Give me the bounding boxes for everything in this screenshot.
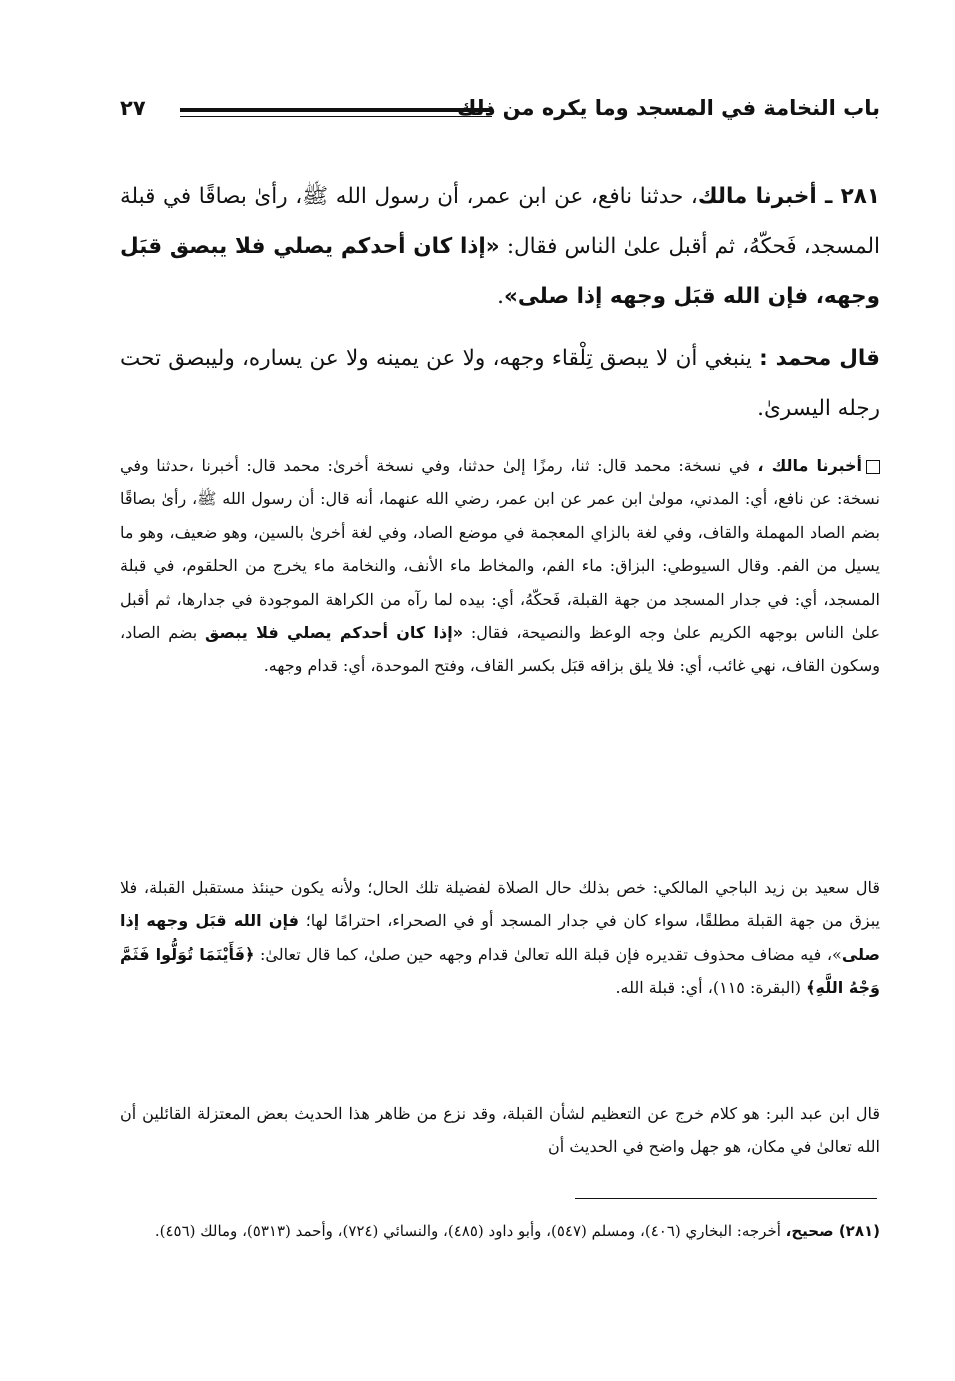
hadith-number: ٢٨١ ـ أخبرنا مالك	[697, 184, 880, 209]
square-marker-icon	[866, 460, 880, 474]
footnote	[120, 1218, 880, 1245]
muhammad-label: قال محمد :	[759, 346, 881, 371]
footnote-text: أخرجه: البخاري (٤٠٦)، ومسلم (٥٤٧)، وأبو داود (٤٨٥)، والنسائي (٧٢٤)، وأحمد (٥٣١٣)، ومالك (٤٥٦).	[154, 1222, 786, 1240]
hadith-quote: «إذا كان أحدكم يصلي فلا يبصق قبَل وجهه، فإن الله قبَل وجهه إذا صلى»	[120, 234, 880, 309]
quran-verse: ﴿فَأَيْنَمَا تُوَلُّوا فَثَمَّ وَجْهُ اللَّهِ﴾	[120, 944, 880, 998]
commentary-quote: «إذا كان أحدكم يصلي فلا يبصق	[205, 623, 464, 643]
footnote-label: (٢٨١) صحيح،	[785, 1222, 880, 1240]
header-rule	[180, 108, 492, 112]
page-number: ٢٧	[120, 96, 146, 120]
commentary-paragraph-1	[120, 449, 880, 683]
header-rule-thin	[180, 116, 492, 117]
commentary-quote-2: فإن الله قبَل وجهه إذا صلى	[120, 911, 881, 964]
hadith-text: ، حدثنا نافع، عن ابن عمر، أن رسول الله ﷺ، رأىٰ بصاقًا في قبلة المسجد، فَحكّهُ، ثم أقبل علىٰ الناس فقال:	[120, 184, 880, 259]
commentary-label: أخبرنا مالك ،	[757, 456, 862, 475]
commentary-text-3: قال ابن عبد البر: هو كلام خرج عن التعظيم لشأن القبلة، وقد نزع من ظاهر هذا الحديث بعض المعتزلة القائلين أن الله تعالىٰ في مكان، هو جهل واضح في الحديث أن	[120, 1104, 880, 1157]
footnote-rule	[575, 1198, 877, 1199]
hadith-paragraph	[120, 172, 880, 322]
commentary-text-2c: (البقرة: ١١٥)، أي: قبلة الله.	[615, 978, 807, 998]
commentary-paragraph-3	[120, 1097, 880, 1164]
commentary-paragraph-2	[120, 871, 880, 1005]
muhammad-paragraph	[120, 334, 880, 434]
page-header	[120, 92, 880, 132]
commentary-text-2: قال سعيد بن زيد الباجي المالكي: خص بذلك حال الصلاة لفضيلة تلك الحال؛ ولأنه يكون حينئذ مستقبل القبلة، فلا يبزق من جهة القبلة مطلقًا، سواء كان في جدار المسجد أو في الصحراء، احترامًا لها؛	[120, 878, 881, 931]
commentary-text-1: في نسخة: محمد قال: ثنا، رمزًا إلىٰ حدثنا، وفي نسخة أخرىٰ: محمد قال: أخبرنا ،حدثنا وفي نسخة: عن نافع، أي: المدني، مولىٰ ابن عمر عن ابن عمر، رضي الله عنهما، أنه قال: أن رسول الله ﷺ، رأىٰ بصاقًا بضم الصاد المهملة والقاف، وفي لغة بالزاي المعجمة في موضع الصاد، وفي لغة أخرىٰ بالسين، وهو ضعيف، وهو ما يسيل من الفم. وقال السيوطي: البزاق: ماء الفم، والمخاط ماء الأنف، والنخامة ماء يخرج من الحلقوم، في قبلة المسجد، أي: في جدار المسجد من جهة القبلة، فَحكّهُ، أي: بيده لما رآه من الكراهة الموجودة في جدارها، ثم أقبل علىٰ الناس بوجهه الكريم علىٰ وجه الوعظ والنصيحة، فقال:	[120, 456, 880, 643]
hadith-end: .	[497, 284, 504, 309]
chapter-title: باب النخامة في المسجد وما يكره من ذلك	[457, 96, 880, 120]
muhammad-text: ينبغي أن لا يبصق تِلْقاء وجهه، ولا عن يمينه ولا عن يساره، وليبصق تحت رجله اليسرىٰ.	[120, 346, 880, 421]
commentary-text-2b: »، فيه مضاف محذوف تقديره فإن قبلة الله تعالىٰ قدام وجهه حين صلىٰ، كما قال تعالىٰ:	[254, 944, 842, 964]
commentary-text-1b: بضم الصاد، وسكون القاف، نهي غائب، أي: فلا يلق بزاقه قبَل بكسر القاف، وفتح الموحدة، أي: قدام وجهه.	[120, 623, 880, 676]
